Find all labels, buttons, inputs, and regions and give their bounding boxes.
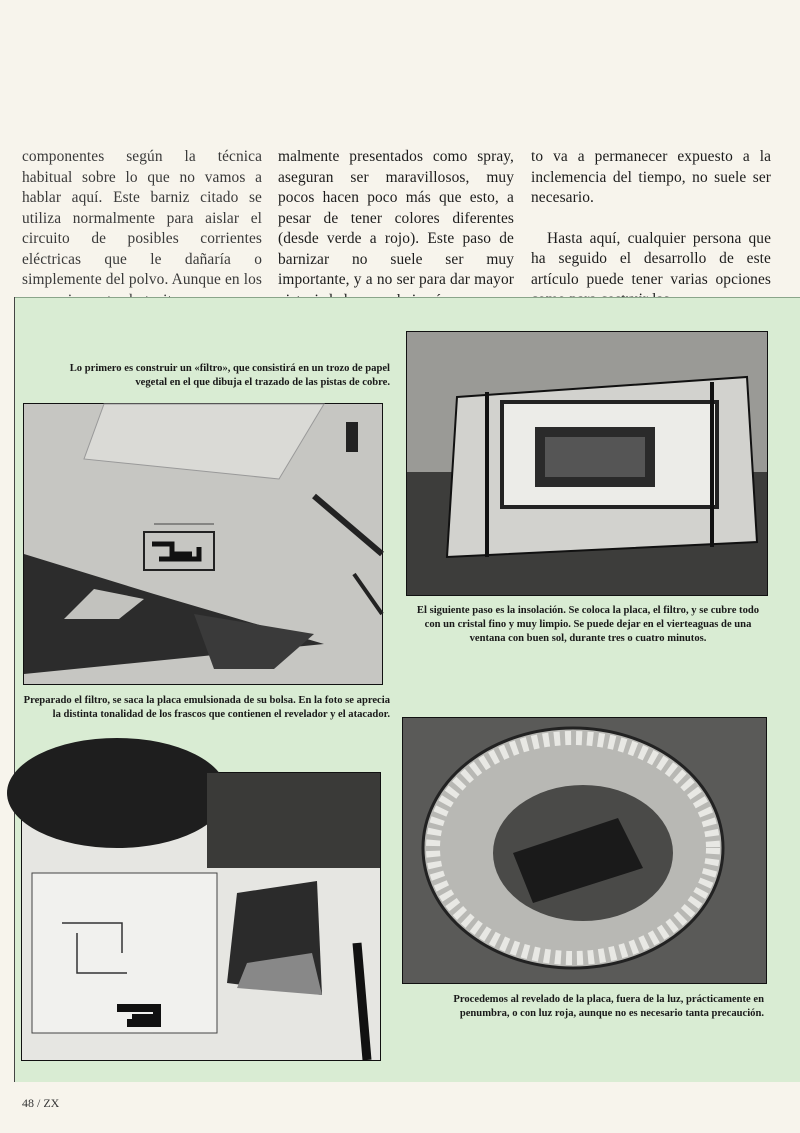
text-column-1: componentes según la técnica habitual sobre lo que no vamos a hablar aquí. Este barniz citado se utiliza normalmente para aislar el circuito de posibles corrientes eléctricas que le dañaría o simplemente del polvo. Aunque en los bbox=[22, 148, 262, 288]
caption-development: Procedemos al revelado de la placa, fuera de la luz, prácticamente en penumbra, o con luz roja, aunque no es necesario tanta precaución. bbox=[453, 994, 764, 1019]
text-column-3 bbox=[531, 147, 771, 297]
page-footer: 48 / ZX bbox=[22, 1096, 60, 1110]
text-column-2: malmente presentados como spray, aseguran ser maravillosos, muy pocos hacen poco más que esto, a pesar de tener colores diferentes (desde verde a rojo). Este paso de barnizar no suele ser muy importante, y a no ser para dar mayor bbox=[278, 148, 514, 288]
photo-filter-drawing bbox=[23, 403, 383, 685]
column-3-paragraph-1: to va a permanecer expuesto a la inclemencia del tiempo, no suele ser necesario. bbox=[531, 148, 771, 206]
caption-insolation: El siguiente paso es la insolación. Se coloca la placa, el filtro, y se cubre todo con un cristal fino y muy limpio. Se puede dejar en el vierteaguas de una ventana con buen sol, durante tres o cuatro minutos. bbox=[416, 605, 760, 644]
photo-development bbox=[402, 717, 767, 984]
photo-emulsioned-board bbox=[21, 772, 381, 1061]
column-3-paragraph-2: Hasta aquí, cualquier persona que ha seguido el desarrollo de este artículo puede tener varias opciones bbox=[531, 229, 771, 288]
panel-left-rule bbox=[14, 297, 15, 1082]
caption-emulsioned-board: Preparado el filtro, se saca la placa emulsionada de su bolsa. En la foto se aprecia la distinta tonalidad de los frascos que contienen el revelador y el atacador. bbox=[23, 695, 390, 720]
caption-filter: Lo primero es construir un «filtro», que consistirá en un trozo de papel vegetal en el que dibuja el trazado de las pistas de cobre. bbox=[69, 363, 390, 388]
photo-insolation bbox=[406, 331, 768, 596]
panel-top-rule bbox=[14, 297, 800, 298]
